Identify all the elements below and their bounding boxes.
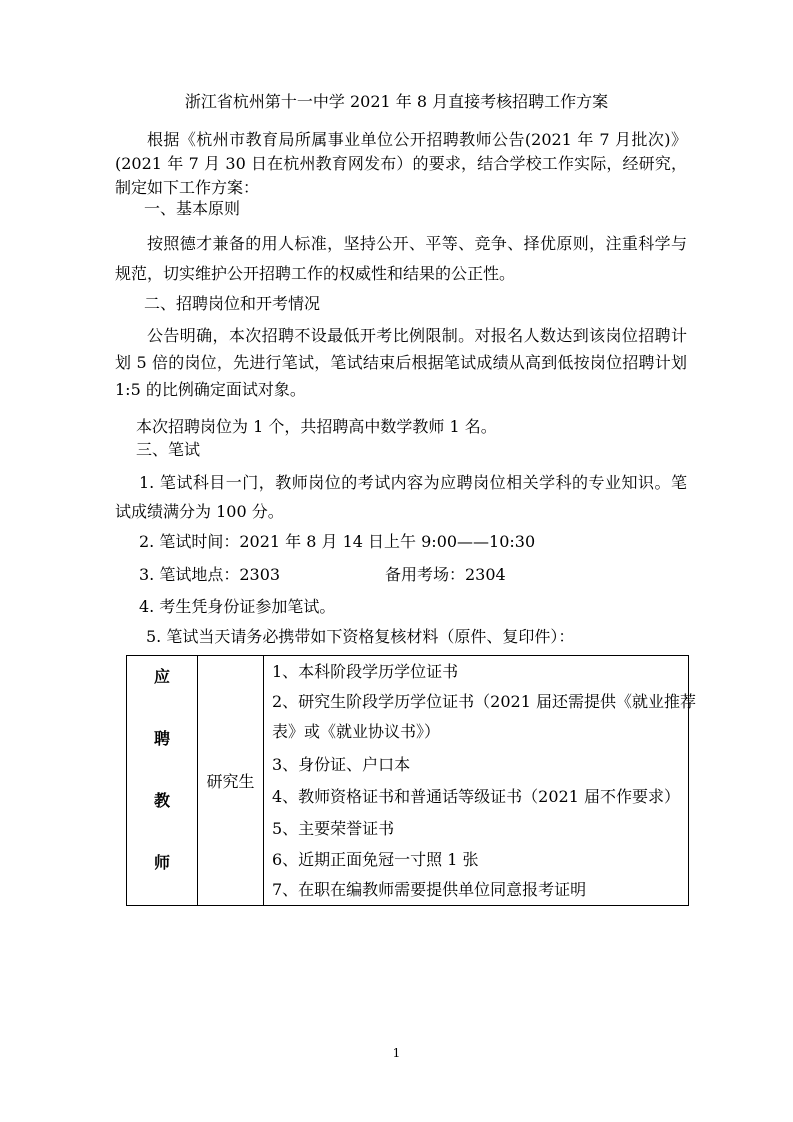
section3-heading: 三、笔试 (136, 440, 201, 459)
vertical-char: 应 (153, 667, 170, 686)
vertical-char: 聘 (153, 729, 170, 748)
table-item: 2、研究生阶段学历学位证书（2021 届还需提供《就业推荐 (272, 692, 696, 711)
page-number: 1 (392, 1046, 401, 1060)
table-item: 6、近期正面免冠一寸照 1 张 (272, 850, 479, 869)
section1-body: 按照德才兼备的用人标准，坚持公开、平等、竞争、择优原则，注重科学与规范，切实维护公开招聘工作的权威性和结果的公正性。 (115, 234, 687, 283)
section3-item5: 5. 笔试当天请务必携带如下资格复核材料（原件、复印件）： (146, 627, 575, 646)
table-item: 3、身份证、户口本 (272, 755, 411, 774)
section3-item3-location: 3. 笔试地点：2303 (139, 565, 281, 584)
table-item: 7、在职在编教师需要提供单位同意报考证明 (272, 880, 587, 899)
intro-paragraph: 根据《杭州市教育局所属事业单位公开招聘教师公告(2021 年 7 月批次)》(2021 年 7 月 30 日在杭州教育网发布）的要求，结合学校工作实际，经研究，制定如下工作方案： (115, 130, 687, 197)
section3-item1: 1. 笔试科目一门，教师岗位的考试内容为应聘岗位相关学科的专业知识。笔试成绩满分为 100 分。 (115, 473, 687, 521)
table-item: 4、教师资格证书和普通话等级证书（2021 届不作要求） (272, 787, 680, 806)
section2-positions: 本次招聘岗位为 1 个，共招聘高中数学教师 1 名。 (136, 417, 497, 436)
table-category-cell: 研究生 (198, 656, 264, 906)
table-vertical-cell (127, 656, 198, 906)
table-item: 5、主要荣誉证书 (272, 819, 395, 838)
materials-table (126, 655, 696, 906)
section3-item3-backup: 备用考场：2304 (385, 565, 506, 584)
vertical-char: 师 (153, 853, 170, 872)
document-title: 浙江省杭州第十一中学 2021 年 8 月直接考核招聘工作方案 (184, 92, 609, 111)
section3-item4: 4. 考生凭身份证参加笔试。 (139, 597, 336, 616)
table-item: 1、本科阶段学历学位证书 (272, 662, 459, 681)
table-items-cell (264, 656, 696, 906)
section2-heading: 二、招聘岗位和开考情况 (144, 294, 321, 313)
section3-item2: 2. 笔试时间：2021 年 8 月 14 日上午 9:00——10:30 (139, 532, 536, 551)
table-item: 表》或《就业协议书》） (272, 722, 441, 741)
section2-body: 公告明确，本次招聘不设最低开考比例限制。对报名人数达到该岗位招聘计划 5 倍的岗位，先进行笔试，笔试结束后根据笔试成绩从高到低按岗位招聘计划 1:5 的比例确定面试对象。 (115, 326, 687, 399)
vertical-char: 教 (153, 791, 170, 810)
section1-heading: 一、基本原则 (144, 199, 241, 218)
